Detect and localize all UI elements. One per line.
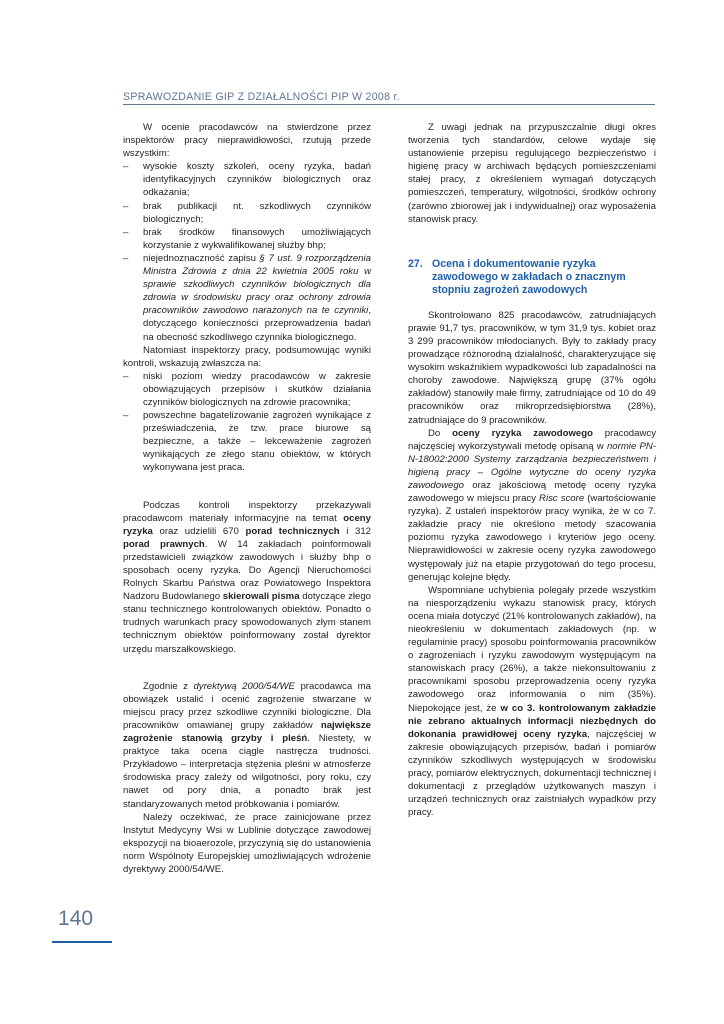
paragraph: Skontrolowano 825 pracodawców, zatrudniających prawie 91,7 tys. pracowników, w tym 31,9 tys. kobiet oraz 3 299 pracowników młodocianych. Były to zakłady pracy prowadzące różnorodną działalność, charakteryzujące się wysokim wskaźnikiem wypadkowości lub zapadalności na choroby zawodowe. Największą grupę (37% ogółu zakładów) stanowiły małe firmy, zatrudniające od 10 do 49 pracowników oraz mikroprzedsiębiorstwa (28%), zatrudniające do 9 pracowników. [408,309,656,426]
text-run: , najczęściej w zakresie obowiązujących przepisów, badań i pomiarów czynników szkodliwych występujących w środowisku pracy, pomiarów elektrycznych, dokumentacji technicznej i dokumentacji z przeglądów użytkowanych maszyn i urządzeń technicznych oraz zaistniałych wypadków przy pracy. [408,728,656,819]
page-number: 140 [58,907,94,930]
right-column [408,121,656,819]
left-column [123,121,371,876]
bold-run: skierowali pisma [222,591,300,603]
text-run: (wartościowanie ryzyka). Z ustaleń inspektorów pracy wynika, że w co 7. zakładzie pracy nie określono metody szacowania poziomu ryzyka zawodowego i kryteriów jego oceny. Nieprawidłowości w zakresie oceny ryzyka zawodowego występowały już na etapie przygotowań do tego procesu, generując kolejne błędy. [408,493,656,583]
text-run: dotyczące złego stanu technicznego kontrolowanych obiektów. Ponadto o trudnych warunkach pracy spowodowanych złym stanem technicznym obiektów poinformowany został dyrektor urzędu marszałkowskiego. [123,591,372,655]
text-run: Do [428,427,453,439]
bold-run: porad prawnych [123,538,205,550]
list-item: – brak środków finansowych umożliwiających korzystanie z wykwalifikowanej służby bhp; [123,226,371,252]
italic-run: Risc score [539,493,585,505]
bold-run: porad technicznych [245,525,340,537]
paragraph: Należy oczekiwać, że prace zainicjowane przez Instytut Medycyny Wsi w Lublinie dotyczące zawodowej ekspozycji na bioaerozole, przyczynią się do ustanowienia norm Wspólnoty Europejskiej umożliwiających wdrożenie dyrektywy 2000/54/WE. [123,811,371,875]
section-number: 27. [408,257,423,270]
paragraph [123,680,371,811]
regulation-citation: § 7 ust. 9 rozporządzenia Ministra Zdrowia z dnia 22 kwietnia 2005 roku w sprawie szkodliwych czynników biologicznych dla zdrowia w środowisku pracy oraz ochrony zdrowia pracowników zawodowo narażonych na te czynniki [143,252,371,317]
paragraph [408,427,656,584]
text-run: oraz jakościową metodę oceny ryzyka zawodowego w miejscu pracy [408,479,656,505]
section-title: Ocena i dokumentowanie ryzyka zawodowego w zakładach o znacznym stopniu zagrożeń zawodowych [432,257,626,296]
bold-run: oceny ryzyka zawodowego [452,427,593,439]
inspector-findings-list [123,370,371,475]
list-item: – powszechne bagatelizowanie zagrożeń wynikające z przeświadczenia, że tzw. prace biurowe są bezpieczne, a także – lekceważenie zagrożeń wynikających ze złego stanu obiektów, w których wykonywana jest praca. [123,409,371,474]
page-number-rule [52,941,112,943]
italic-run: dyrektywą 2000/54/WE [193,680,295,692]
paragraph: Natomiast inspektorzy pracy, podsumowując wyniki kontroli, wskazują zwłaszcza na: [123,344,371,369]
text-run: . Niestety, w praktyce taka ocena ciągle nastręcza trudności. Przykładowo – interpretacja stężenia pleśni w atmosferze środowiska pracy zależy od wilgotności, pory roku, czy nawet od pory dnia, a ponadto brak jest standaryzowanych metod próbkowania i pomiarów. [123,733,371,810]
list-item: – wysokie koszty szkoleń, oceny ryzyka, badań identyfikacyjnych czynników biologicznych oraz odkażania; [123,160,371,199]
list-item: – brak publikacji nt. szkodliwych czynników biologicznych; [123,200,371,226]
running-header: SPRAWOZDANIE GIP Z DZIAŁALNOŚCI PIP W 2008 r. [123,91,401,103]
text-run: . W 14 zakładach poinformowali przedstawicieli związków zawodowych i służby bhp o sposobach oceny ryzyka. Do Agencji Nieruchomości Rolnych Skarbu Państwa oraz Powiatowego Inspektora Nadzoru Budowlanego [123,538,371,603]
text-run: oraz udzielili 670 [152,525,246,537]
text-run: Podczas kontroli inspektorzy przekazywali pracodawcom materiały informacyjne na temat [123,499,371,524]
text-run: Zgodnie z [143,680,194,692]
paragraph: Z uwagi jednak na przypuszczalnie długi okres tworzenia tych standardów, celowe wydaje się ustanowienie przepisu regulującego bezpieczeństwo i higienę pracy w archiwach będących pomieszczeniami stałej pracy, z określeniem wymagań dotyczących pomieszczeń, temperatury, wilgotności, środków ochrony (zarówno zbiorowej jak i indywidualnej) oraz wyposażenia stanowisk pracy. [408,122,656,225]
text-run: niejednoznaczność zapisu [143,252,260,264]
paragraph [408,584,656,820]
bold-run: w co 3. kontrolowanym zakładzie nie zebrano aktualnych informacji niezbędnych do dokonania prawidłowej oceny ryzyka [408,702,656,740]
list-item: – niski poziom wiedzy pracodawców w zakresie obowiązujących przepisów i skutków działania czynników biologicznych na zdrowie pracownika; [123,370,371,409]
paragraph [123,499,371,656]
text-run: pracodawca ma obowiązek ustalić i ocenić zagrożenie stwarzane w miejscu pracy przez szkodliwe czynniki biologiczne. Dla pracowników omawianej grupy zakładów [123,680,371,731]
bold-run: oceny ryzyka [123,512,371,537]
italic-run: normie PN-N-18002:2000 Systemy zarządzania bezpieczeństwem i higieną pracy – Ogólne wytyczne do oceny ryzyka zawodowego [408,440,657,491]
paragraph: W ocenie pracodawców na stwierdzone przez inspektorów pracy nieprawidłowości, rzutują przede wszystkim: [123,122,371,160]
bold-run: największe zagrożenie stanowią grzyby i pleśń [123,719,371,745]
employer-reasons-list [123,160,371,343]
header-rule [123,104,655,105]
list-item [123,252,371,344]
text-run: pracodawcy najczęściej wykorzystywali metodę opisaną w [408,427,657,452]
text-run: Wspomniane uchybienia polegały przede wszystkim na niesporządzeniu wykazu stanowisk pracy, których ocena miała dotyczyć (21% kontrolowanych zakładów), na nieokreśleniu w dokumentach zakładowych (np. w regulaminie pracy) sposobu poinformowania pracowników o zagrożeniach i ryzyku zawodowym występującym na stanowiskach pracy (26%), a także niekonsultowaniu z pracownikami sposobu przeprowadzenia oceny ryzyka zawodowego oraz informowania o nim (35%). Niepokojące jest, że [408,584,656,714]
text-run: i 312 [339,525,371,537]
section-heading [408,258,656,297]
text-run: , dotyczącego konieczności przeprowadzenia badań na obecność szkodliwego czynnika biologicznego. [143,305,371,343]
